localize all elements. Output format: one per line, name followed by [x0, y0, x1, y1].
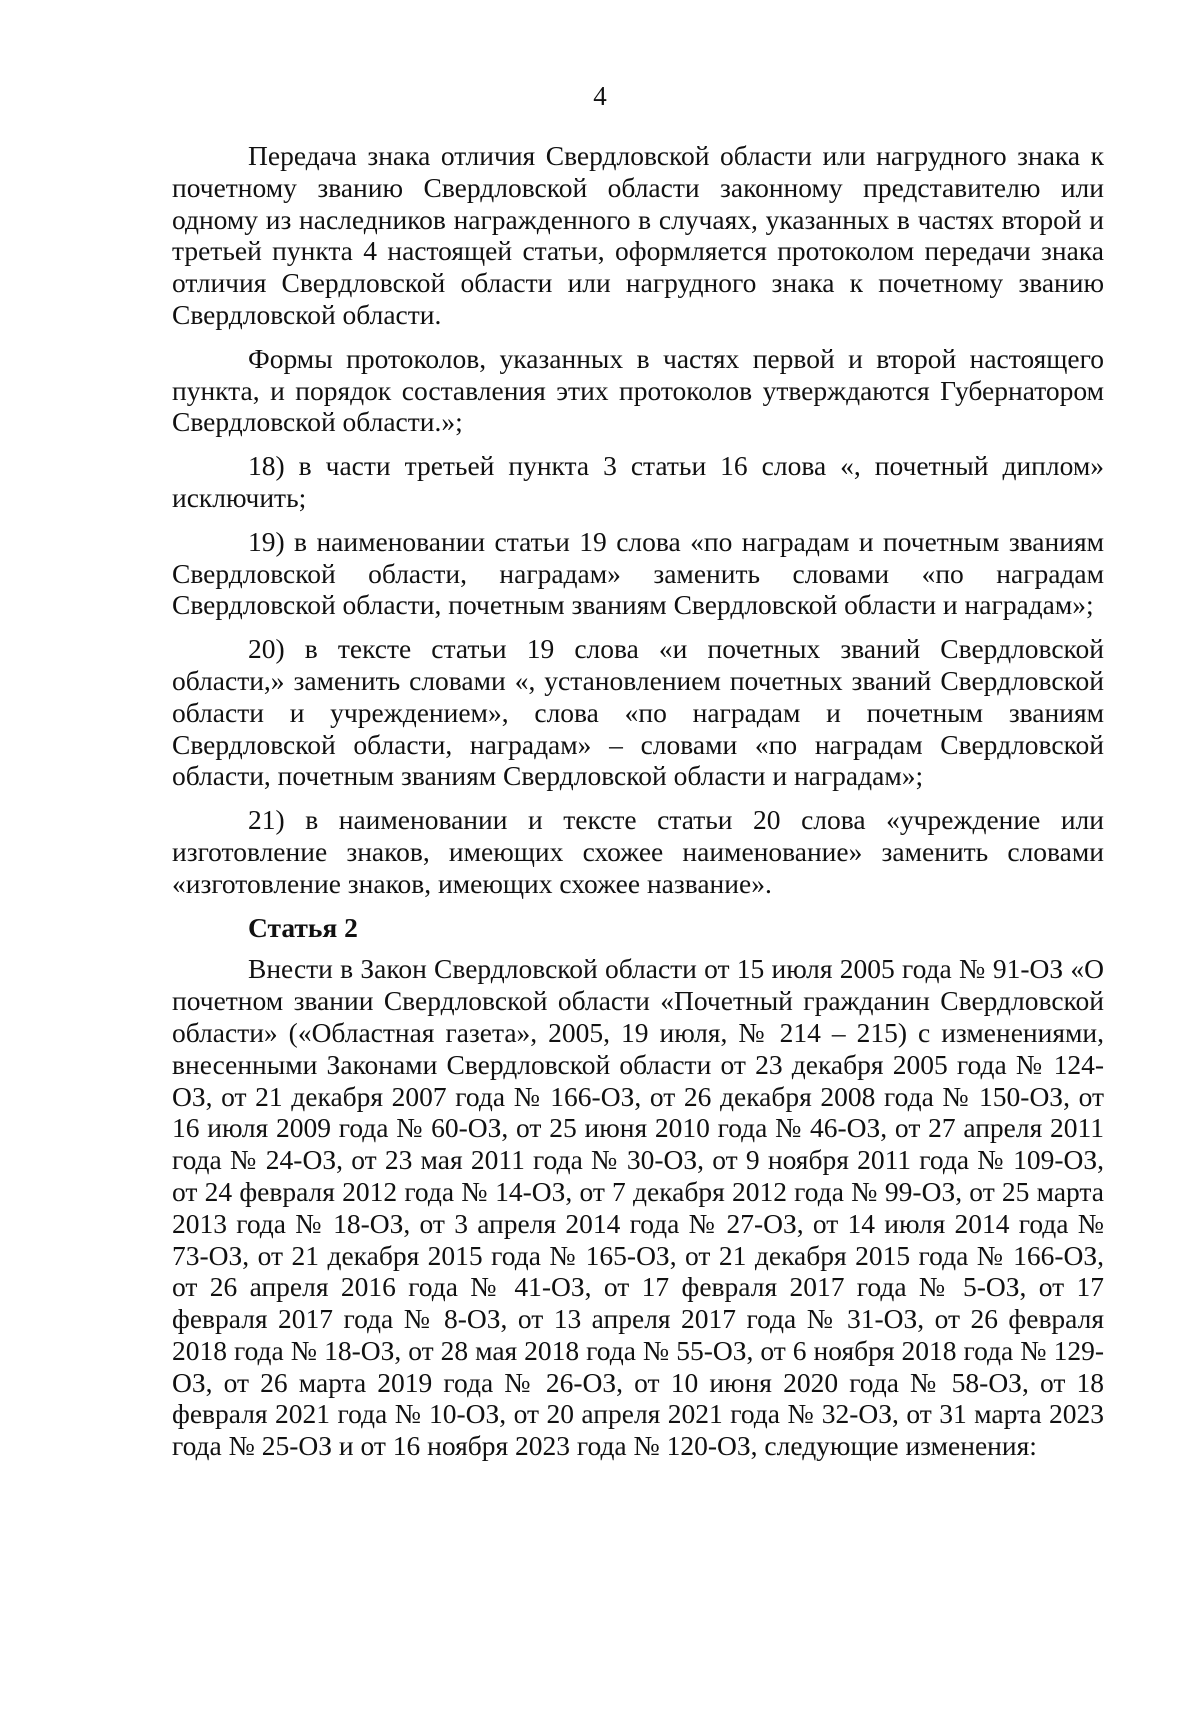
- amendment-item-20: 20) в тексте статьи 19 слова «и почетных званий Свердловской области,» заменить словами «, установлением почетных званий Свердловской области и учреждением», слова «по наградам и почетным званиям Свердловской области, наградам» – словами «по наградам Свердловской области, почетным званиям Свердловской области и наградам»;: [172, 633, 1104, 792]
- amendment-item-19: 19) в наименовании статьи 19 слова «по наградам и почетным званиям Свердловской области, наградам» заменить словами «по наградам Свердловской области, почетным званиям Свердловской области и наградам»;: [172, 525, 1104, 621]
- article-heading: Статья 2: [248, 911, 358, 943]
- amendment-item-18: 18) в части третьей пункта 3 статьи 16 слова «, почетный диплом» исключить;: [172, 450, 1104, 513]
- article-2-paragraph: Внести в Закон Свердловской области от 15 июля 2005 года № 91-ОЗ «О почетном звании Свердловской области «Почетный гражданин Свердловской области» («Областная газета», 2005, 19 июля, № 214 – 215) с изменениями, внесенными Законами Свердловской области от 23 декабря 2005 года № 124-ОЗ, от 21 декабря 2007 года № 166-ОЗ, от 26 декабря 2008 года № 150-ОЗ, от 16 июля 2009 года № 60-ОЗ, от 25 июня 2010 года № 46-ОЗ, от 27 апреля 2011 года № 24-ОЗ, от 23 мая 2011 года № 30-ОЗ, от 9 ноября 2011 года № 109-ОЗ, от 24 февраля 2012 года № 14-ОЗ, от 7 декабря 2012 года № 99-ОЗ, от 25 марта 2013 года № 18-ОЗ, от 3 апреля 2014 года № 27-ОЗ, от 14 июля 2014 года № 73-ОЗ, от 21 декабря 2015 года № 165-ОЗ, от 21 декабря 2015 года № 166-ОЗ, от 26 апреля 2016 года № 41-ОЗ, от 17 февраля 2017 года № 5-ОЗ, от 17 февраля 2017 года № 8-ОЗ, от 13 апреля 2017 года № 31-ОЗ, от 26 февраля 2018 года № 18-ОЗ, от 28 мая 2018 года № 55-ОЗ, от 6 ноября 2018 года № 129-ОЗ, от 26 марта 2019 года № 26-ОЗ, от 10 июня 2020 года № 58-ОЗ, от 18 февраля 2021 года № 10-ОЗ, от 20 апреля 2021 года № 32-ОЗ, от 31 марта 2023 года № 25-ОЗ и от 16 ноября 2023 года № 120-ОЗ, следующие изменения:: [172, 953, 1104, 1462]
- paragraph-transfer-protocol: Передача знака отличия Свердловской области или нагрудного знака к почетному званию Свердловской области законному представителю или одному из наследников награжденного в случаях, указанных в частях второй и третьей пункта 4 настоящей статьи, оформляется протоколом передачи знака отличия Свердловской области или нагрудного знака к почетному званию Свердловской области.: [172, 140, 1104, 330]
- amendment-item-21: 21) в наименовании и тексте статьи 20 слова «учреждение или изготовление знаков, имеющих схожее наименование» заменить словами «изготовление знаков, имеющих схожее название».: [172, 804, 1104, 899]
- page-number: 4: [593, 81, 607, 111]
- document-body: [172, 140, 1104, 1464]
- paragraph-protocol-forms: Формы протоколов, указанных в частях первой и второй настоящего пункта, и порядок составления этих протоколов утверждаются Губернатором Свердловской области.»;: [172, 342, 1104, 438]
